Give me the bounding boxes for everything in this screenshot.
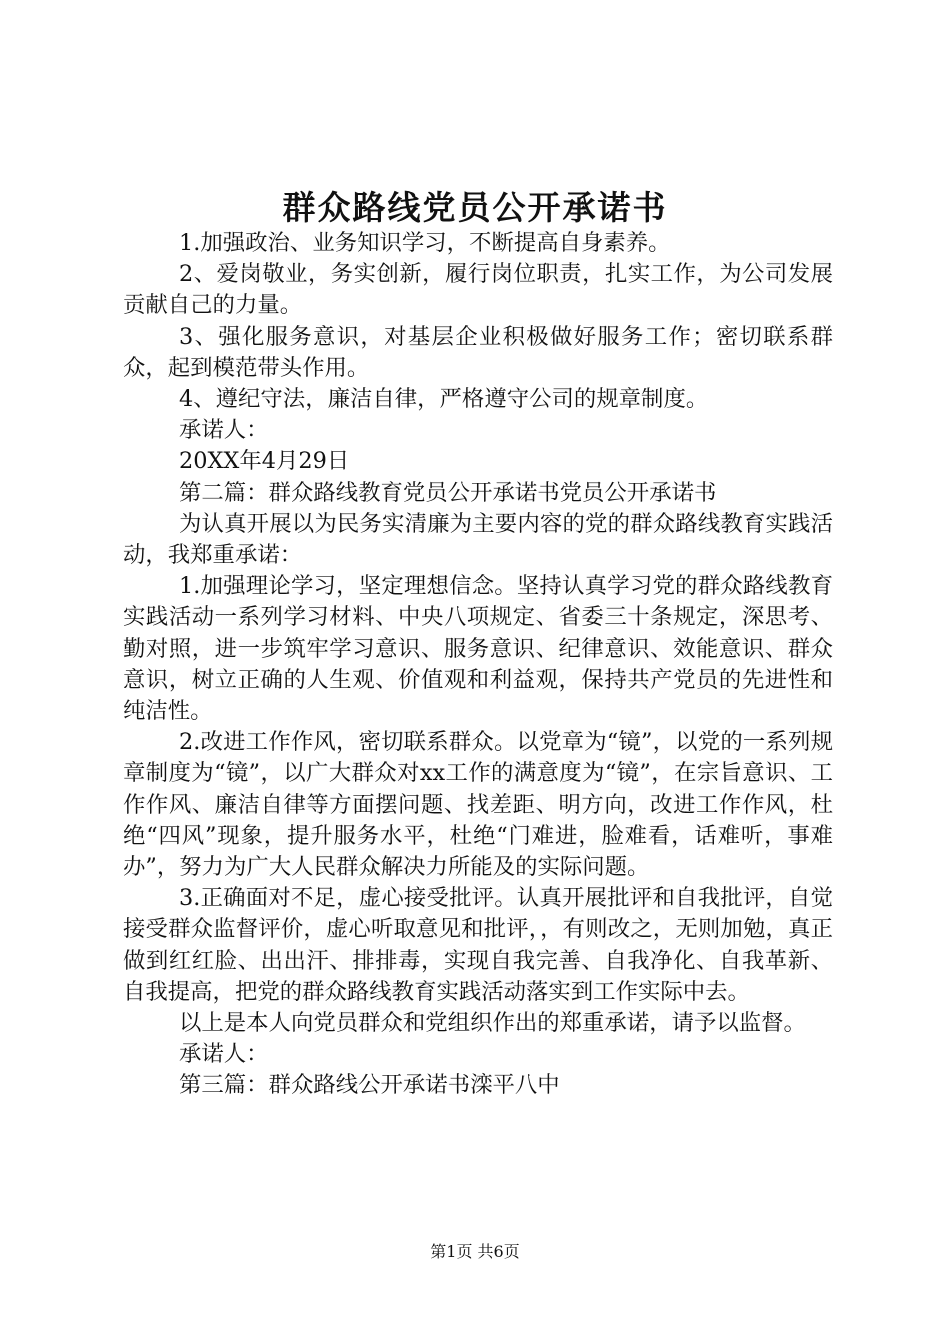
paragraph-closing: 以上是本人向党员群众和党组织作出的郑重承诺，请予以监督。 xyxy=(179,1010,806,1037)
paragraph-theory: 1.加强理论学习，坚定理想信念。坚持认真学习党的群众路线教育实践活动一系列学习材料、中央八项规定、省委三十条规定，深思考、勤对照，进一步筑牢学习意识、服务意识、纪律意识、效能意识、群众意识，树立正确的人生观、价值观和利益观，保持共产党员的先进性和纯洁性。 xyxy=(123,573,833,725)
paragraph-intro: 为认真开展以为民务实清廉为主要内容的党的群众路线教育实践活动，我郑重承诺： xyxy=(123,510,833,569)
section-heading-3: 第三篇：群众路线公开承诺书滦平八中 xyxy=(179,1072,560,1099)
paragraph-2: 2、爱岗敬业，务实创新，履行岗位职责，扎实工作，为公司发展贡献自己的力量。 xyxy=(123,261,833,319)
paragraph-criticism: 3.正确面对不足，虚心接受批评。认真开展批评和自我批评，自觉接受群众监督评价，虚心听取意见和批评，，有则改之，无则加勉，真正做到红红脸、出出汗、排排毒，实现自我完善、自我净化、自我革新、自我提高，把党的群众路线教育实践活动落实到工作实际中去。 xyxy=(123,885,833,1005)
paragraph-1: 1.加强政治、业务知识学习，不断提高自身素养。 xyxy=(179,230,671,256)
signature-label-1: 承诺人： xyxy=(179,417,269,444)
document-title: 群众路线党员公开承诺书 xyxy=(282,188,668,227)
signature-label-2: 承诺人： xyxy=(179,1041,269,1068)
section-heading-2: 第二篇：群众路线教育党员公开承诺书党员公开承诺书 xyxy=(179,479,717,506)
paragraph-style: 2.改进工作作风，密切联系群众。以党章为“镜”，以党的一系列规章制度为“镜”，以广大群众对xx工作的满意度为“镜”，在宗旨意识、工作作风、廉洁自律等方面摆问题、找差距、明方向，改进工作作风，杜绝“四风”现象，提升服务水平，杜绝“门难进，脸难看，话难听，事难办”，努力为广大人民群众解决力所能及的实际问题。 xyxy=(123,729,833,881)
paragraph-4: 4、遵纪守法，廉洁自律，严格遵守公司的规章制度。 xyxy=(179,386,709,413)
paragraph-3: 3、强化服务意识，对基层企业积极做好服务工作；密切联系群众，起到模范带头作用。 xyxy=(123,323,833,381)
page-footer: 第1页 共6页 xyxy=(430,1242,520,1261)
date-line: 20XX年4月29日 xyxy=(179,448,350,475)
document-body xyxy=(123,228,833,1102)
